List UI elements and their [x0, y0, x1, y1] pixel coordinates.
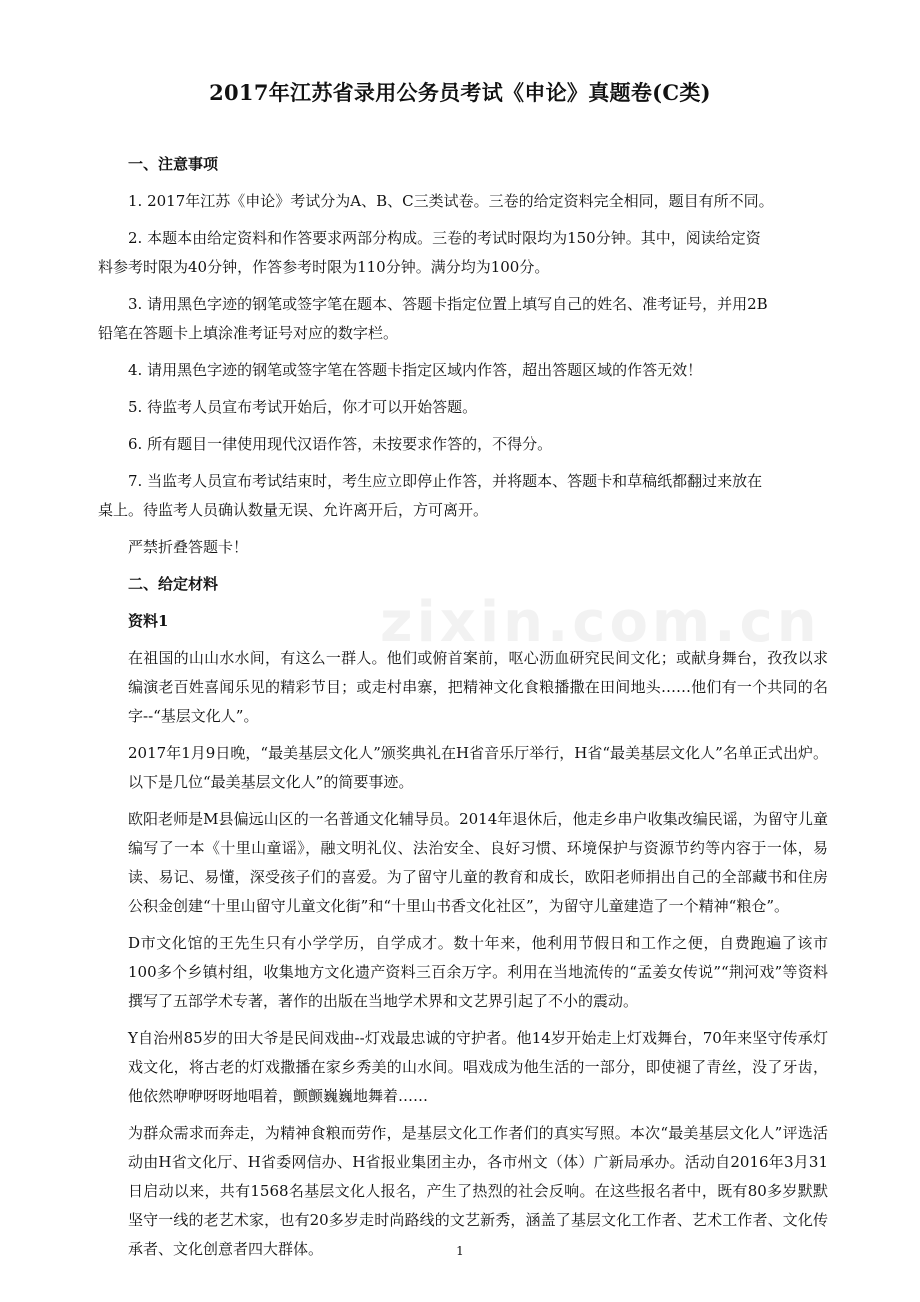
material-paragraph: 为群众需求而奔走，为精神食粮而劳作，是基层文化工作者们的真实写照。本次“最美基层文化人”评选活动由H省文化厅、H省委网信办、H省报业集团主办，各市州文（体）广新局承办。活动自2016年3月31日启动以来，共有1568名基层文化人报名，产生了热烈的社会反响。在这些报名者中，既有80多岁默默坚守一线的老艺术家，也有20多岁走时尚路线的文艺新秀，涵盖了基层文化工作者、艺术工作者、文化传承者、文化创意者四大群体。 [128, 1124, 828, 1258]
document-body [98, 150, 828, 1272]
material-paragraph: 在祖国的山山水水间，有这么一群人。他们或俯首案前，呕心沥血研究民间文化；或献身舞台，孜孜以求编演老百姓喜闻乐见的精彩节目；或走村串寨，把精神文化食粮播撒在田间地头……他们有一个共同的名字--“基层文化人”。 [128, 649, 828, 725]
note-item: 6. 所有题目一律使用现代汉语作答，未按要求作答的，不得分。 [128, 435, 553, 453]
document-title: 2017年江苏省录用公务员考试《申论》真题卷(C类) [209, 80, 711, 105]
material-paragraphs [128, 644, 828, 1264]
note-item: 2. 本题本由给定资料和作答要求两部分构成。三卷的考试时限均为150分钟。其中，阅读给定资 料参考时限为40分钟，作答参考时限为110分钟。满分均为100分。 [98, 229, 761, 276]
note-item: 1. 2017年江苏《申论》考试分为A、B、C三类试卷。三卷的给定资料完全相同，题目有所不同。 [128, 192, 774, 210]
page-number: 1 [456, 1244, 464, 1258]
notes-list [98, 187, 828, 525]
material-paragraph: 欧阳老师是M县偏远山区的一名普通文化辅导员。2014年退休后，他走乡串户收集改编民谣，为留守儿童编写了一本《十里山童谣》，融文明礼仪、法治安全、良好习惯、环境保护与资源节约等内容于一体，易读、易记、易懂，深受孩子们的喜爱。为了留守儿童的教育和成长，欧阳老师捐出自己的全部藏书和住房公积金创建“十里山留守儿童文化街”和“十里山书香文化社区”，为留守儿童建造了一个精神“粮仓”。 [128, 810, 828, 915]
warning-text: 严禁折叠答题卡！ [128, 538, 249, 556]
material-label: 资料1 [128, 612, 169, 630]
section-heading-materials: 二、给定材料 [128, 575, 219, 593]
material-paragraph: 2017年1月9日晚，“最美基层文化人”颁奖典礼在H省音乐厅举行，H省“最美基层文化人”名单正式出炉。以下是几位“最美基层文化人”的简要事迹。 [128, 744, 828, 791]
watermark: zixin.com.cn [380, 590, 821, 655]
section-heading-notes: 一、注意事项 [128, 155, 219, 173]
material-paragraph: D市文化馆的王先生只有小学学历，自学成才。数十年来，他利用节假日和工作之便，自费跑遍了该市100多个乡镇村组，收集地方文化遗产资料三百余万字。利用在当地流传的“孟姜女传说”“荆河戏”等资料撰写了五部学术专著，著作的出版在当地学术界和文艺界引起了不小的震动。 [128, 934, 828, 1010]
note-item: 5. 待监考人员宣布考试开始后，你才可以开始答题。 [128, 398, 478, 416]
note-item: 7. 当监考人员宣布考试结束时，考生应立即停止作答，并将题本、答题卡和草稿纸都翻过来放在 桌上。待监考人员确认数量无误、允许离开后，方可离开。 [98, 472, 763, 519]
note-item: 4. 请用黑色字迹的钢笔或签字笔在答题卡指定区域内作答，超出答题区域的作答无效！ [128, 361, 703, 379]
material-paragraph: Y自治州85岁的田大爷是民间戏曲--灯戏最忠诚的守护者。他14岁开始走上灯戏舞台，70年来坚守传承灯戏文化，将古老的灯戏撒播在家乡秀美的山水间。唱戏成为他生活的一部分，即使褪了青丝，没了牙齿，他依然咿咿呀呀地唱着，颤颤巍巍地舞着…… [128, 1029, 828, 1105]
note-item: 3. 请用黑色字迹的钢笔或签字笔在题本、答题卡指定位置上填写自己的姓名、准考证号，并用2B 铅笔在答题卡上填涂准考证号对应的数字栏。 [98, 295, 768, 342]
